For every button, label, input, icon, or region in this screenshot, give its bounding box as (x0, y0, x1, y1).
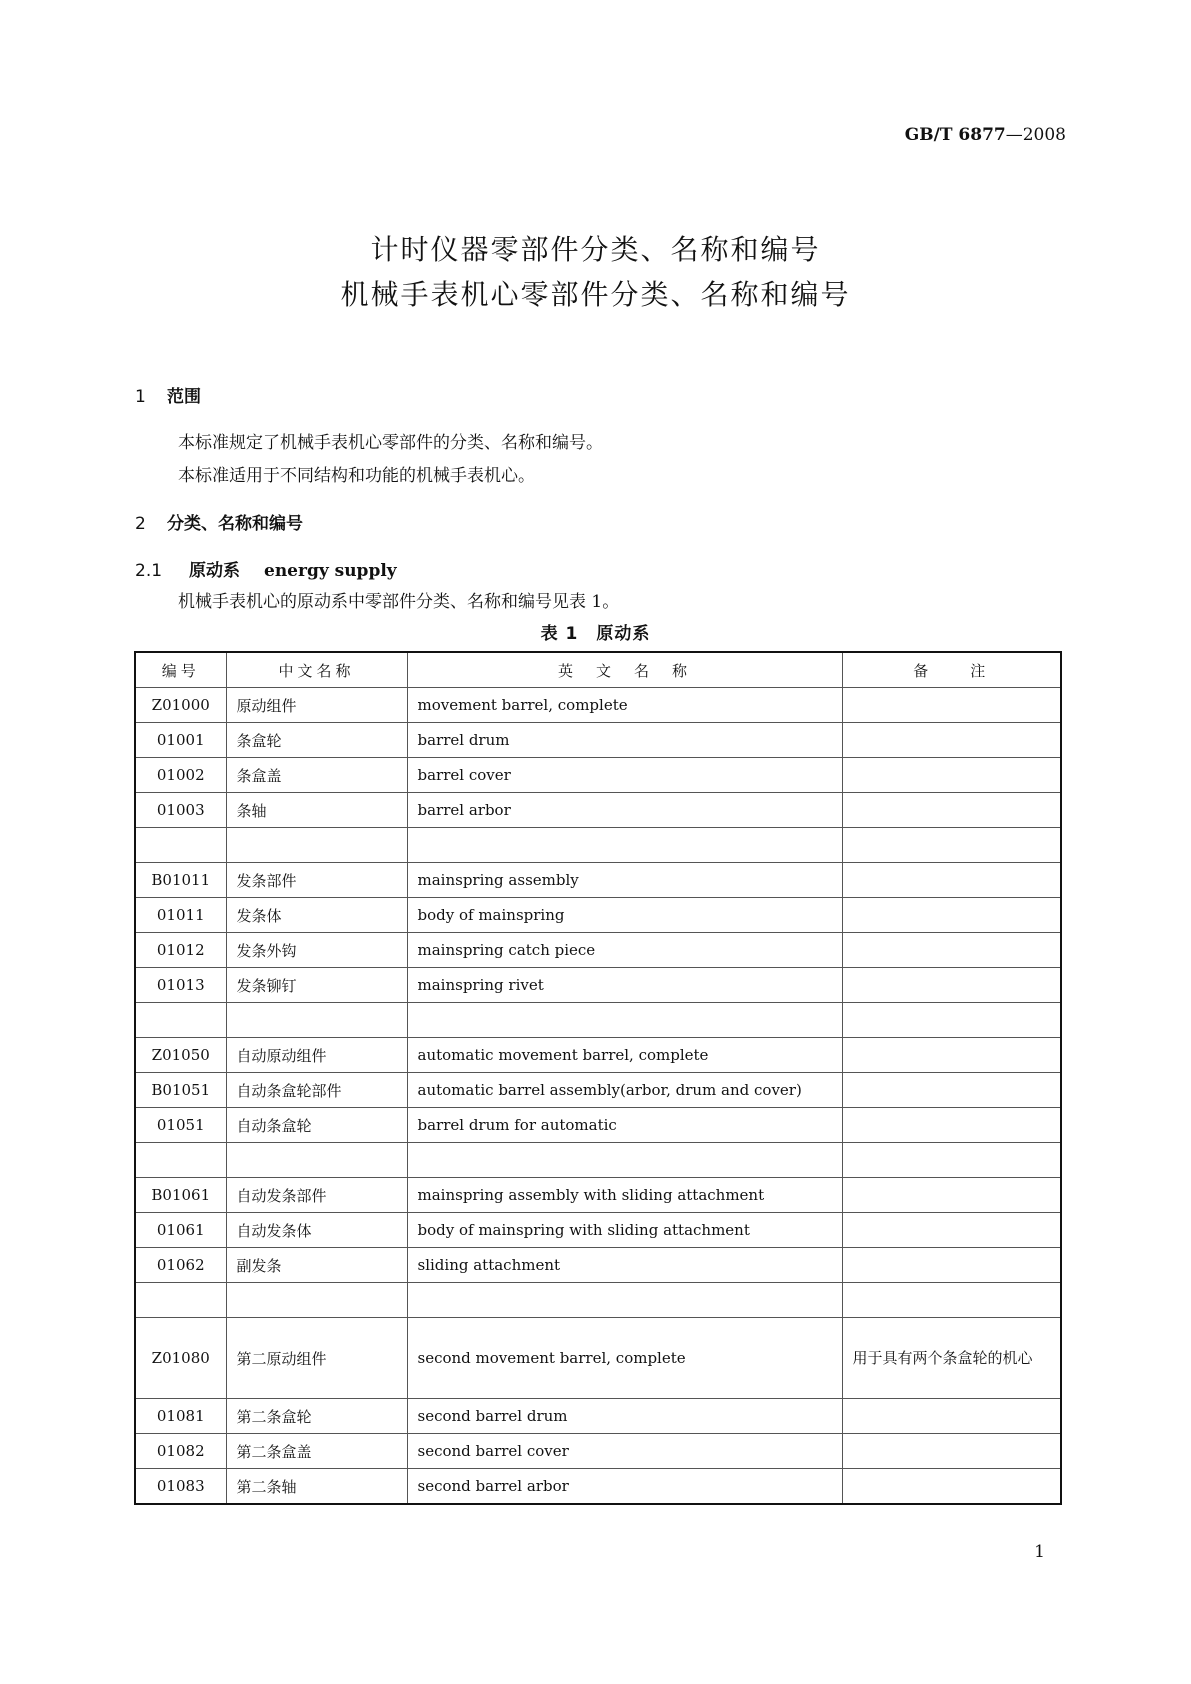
cell-code: Z01000 (135, 688, 226, 723)
cell-code: 01003 (135, 793, 226, 828)
table-row (135, 1248, 1061, 1283)
header-remarks: 备 注 (842, 652, 1061, 688)
table-row (135, 933, 1061, 968)
cell-chinese-name (226, 1283, 407, 1318)
cell-chinese-name: 第二条盒轮 (226, 1399, 407, 1434)
cell-remarks: 用于具有两个条盒轮的机心 (842, 1318, 1061, 1399)
table-row (135, 1213, 1061, 1248)
cell-english-name (407, 828, 842, 863)
cell-chinese-name (226, 1003, 407, 1038)
cell-remarks (842, 688, 1061, 723)
cell-chinese-name: 发条外钩 (226, 933, 407, 968)
cell-remarks (842, 828, 1061, 863)
cell-remarks (842, 863, 1061, 898)
table-row (135, 968, 1061, 1003)
cell-remarks (842, 793, 1061, 828)
cell-remarks (842, 968, 1061, 1003)
cell-chinese-name: 自动原动组件 (226, 1038, 407, 1073)
cell-chinese-name: 副发条 (226, 1248, 407, 1283)
cell-chinese-name: 发条铆钉 (226, 968, 407, 1003)
cell-remarks (842, 1178, 1061, 1213)
table-row (135, 1108, 1061, 1143)
table-row (135, 1003, 1061, 1038)
cell-remarks (842, 1143, 1061, 1178)
cell-code: Z01050 (135, 1038, 226, 1073)
cell-remarks (842, 723, 1061, 758)
cell-remarks (842, 1248, 1061, 1283)
cell-code: 01083 (135, 1469, 226, 1505)
cell-english-name: mainspring rivet (407, 968, 842, 1003)
table-row (135, 828, 1061, 863)
cell-remarks (842, 1038, 1061, 1073)
cell-chinese-name: 自动条盒轮 (226, 1108, 407, 1143)
cell-remarks (842, 933, 1061, 968)
table-row (135, 1143, 1061, 1178)
table-row (135, 1283, 1061, 1318)
page-number: 1 (1034, 1542, 1045, 1562)
table-row (135, 1038, 1061, 1073)
table-row (135, 688, 1061, 723)
cell-chinese-name: 第二原动组件 (226, 1318, 407, 1399)
cell-remarks (842, 1003, 1061, 1038)
table-row (135, 1073, 1061, 1108)
cell-code: 01012 (135, 933, 226, 968)
cell-english-name: mainspring assembly with sliding attachment (407, 1178, 842, 1213)
cell-chinese-name: 条盒盖 (226, 758, 407, 793)
cell-english-name (407, 1283, 842, 1318)
header-code: 编号 (135, 652, 226, 688)
cell-code (135, 1283, 226, 1318)
cell-chinese-name: 自动条盒轮部件 (226, 1073, 407, 1108)
parts-table (134, 651, 1062, 1505)
cell-chinese-name: 自动发条部件 (226, 1178, 407, 1213)
cell-remarks (842, 1073, 1061, 1108)
cell-chinese-name: 发条部件 (226, 863, 407, 898)
cell-chinese-name: 条轴 (226, 793, 407, 828)
cell-english-name: barrel arbor (407, 793, 842, 828)
cell-code (135, 1143, 226, 1178)
cell-code: 01051 (135, 1108, 226, 1143)
section-1-paragraph-1: 本标准规定了机械手表机心零部件的分类、名称和编号。 (178, 433, 603, 453)
cell-english-name (407, 1143, 842, 1178)
table-row (135, 1399, 1061, 1434)
cell-chinese-name: 第二条轴 (226, 1469, 407, 1505)
table-row (135, 898, 1061, 933)
cell-chinese-name: 发条体 (226, 898, 407, 933)
cell-english-name: barrel drum for automatic (407, 1108, 842, 1143)
section-1-paragraph-2: 本标准适用于不同结构和功能的机械手表机心。 (178, 466, 535, 486)
cell-remarks (842, 898, 1061, 933)
cell-code: 01013 (135, 968, 226, 1003)
cell-code: 01061 (135, 1213, 226, 1248)
cell-remarks (842, 1434, 1061, 1469)
table-header-row (135, 652, 1061, 688)
header-chinese-name: 中文名称 (226, 652, 407, 688)
cell-english-name: body of mainspring with sliding attachment (407, 1213, 842, 1248)
table-row (135, 758, 1061, 793)
cell-english-name: barrel cover (407, 758, 842, 793)
cell-english-name: movement barrel, complete (407, 688, 842, 723)
table-row (135, 723, 1061, 758)
cell-english-name: barrel drum (407, 723, 842, 758)
cell-remarks (842, 1108, 1061, 1143)
table-row (135, 793, 1061, 828)
section-2-1-paragraph: 机械手表机心的原动系中零部件分类、名称和编号见表 1。 (178, 592, 620, 612)
section-2-1-heading: 2.1 原动系 energy supply (135, 561, 397, 581)
cell-remarks (842, 1283, 1061, 1318)
document-title-line-2: 机械手表机心零部件分类、名称和编号 (340, 278, 851, 311)
cell-chinese-name: 自动发条体 (226, 1213, 407, 1248)
table-row (135, 1469, 1061, 1505)
cell-chinese-name: 条盒轮 (226, 723, 407, 758)
cell-remarks (842, 1213, 1061, 1248)
cell-english-name: automatic movement barrel, complete (407, 1038, 842, 1073)
table-row (135, 863, 1061, 898)
cell-code: 01002 (135, 758, 226, 793)
cell-code: 01011 (135, 898, 226, 933)
cell-code: B01061 (135, 1178, 226, 1213)
document-title-line-1: 计时仪器零部件分类、名称和编号 (370, 233, 821, 266)
header-english-name: 英 文 名 称 (407, 652, 842, 688)
cell-english-name: second barrel cover (407, 1434, 842, 1469)
cell-code: 01001 (135, 723, 226, 758)
table-row (135, 1434, 1061, 1469)
cell-code: Z01080 (135, 1318, 226, 1399)
cell-code (135, 1003, 226, 1038)
cell-english-name: sliding attachment (407, 1248, 842, 1283)
cell-remarks (842, 1399, 1061, 1434)
cell-remarks (842, 758, 1061, 793)
cell-remarks (842, 1469, 1061, 1505)
cell-english-name: mainspring assembly (407, 863, 842, 898)
section-2-heading: 2 分类、名称和编号 (135, 514, 303, 534)
cell-chinese-name: 第二条盒盖 (226, 1434, 407, 1469)
cell-code: 01062 (135, 1248, 226, 1283)
cell-english-name: body of mainspring (407, 898, 842, 933)
cell-english-name: mainspring catch piece (407, 933, 842, 968)
cell-english-name: second barrel drum (407, 1399, 842, 1434)
table-row (135, 1178, 1061, 1213)
cell-english-name: second movement barrel, complete (407, 1318, 842, 1399)
standard-code: GB/T 6877—2008 (904, 125, 1066, 145)
cell-english-name (407, 1003, 842, 1038)
cell-chinese-name (226, 1143, 407, 1178)
cell-english-name: second barrel arbor (407, 1469, 842, 1505)
cell-code: 01081 (135, 1399, 226, 1434)
cell-code: B01011 (135, 863, 226, 898)
table-row (135, 1318, 1061, 1399)
cell-chinese-name (226, 828, 407, 863)
section-1-heading: 1 范围 (135, 387, 201, 407)
table-caption: 表 1 原动系 (540, 624, 651, 644)
cell-english-name: automatic barrel assembly(arbor, drum and cover) (407, 1073, 842, 1108)
cell-chinese-name: 原动组件 (226, 688, 407, 723)
cell-code (135, 828, 226, 863)
cell-code: B01051 (135, 1073, 226, 1108)
cell-code: 01082 (135, 1434, 226, 1469)
